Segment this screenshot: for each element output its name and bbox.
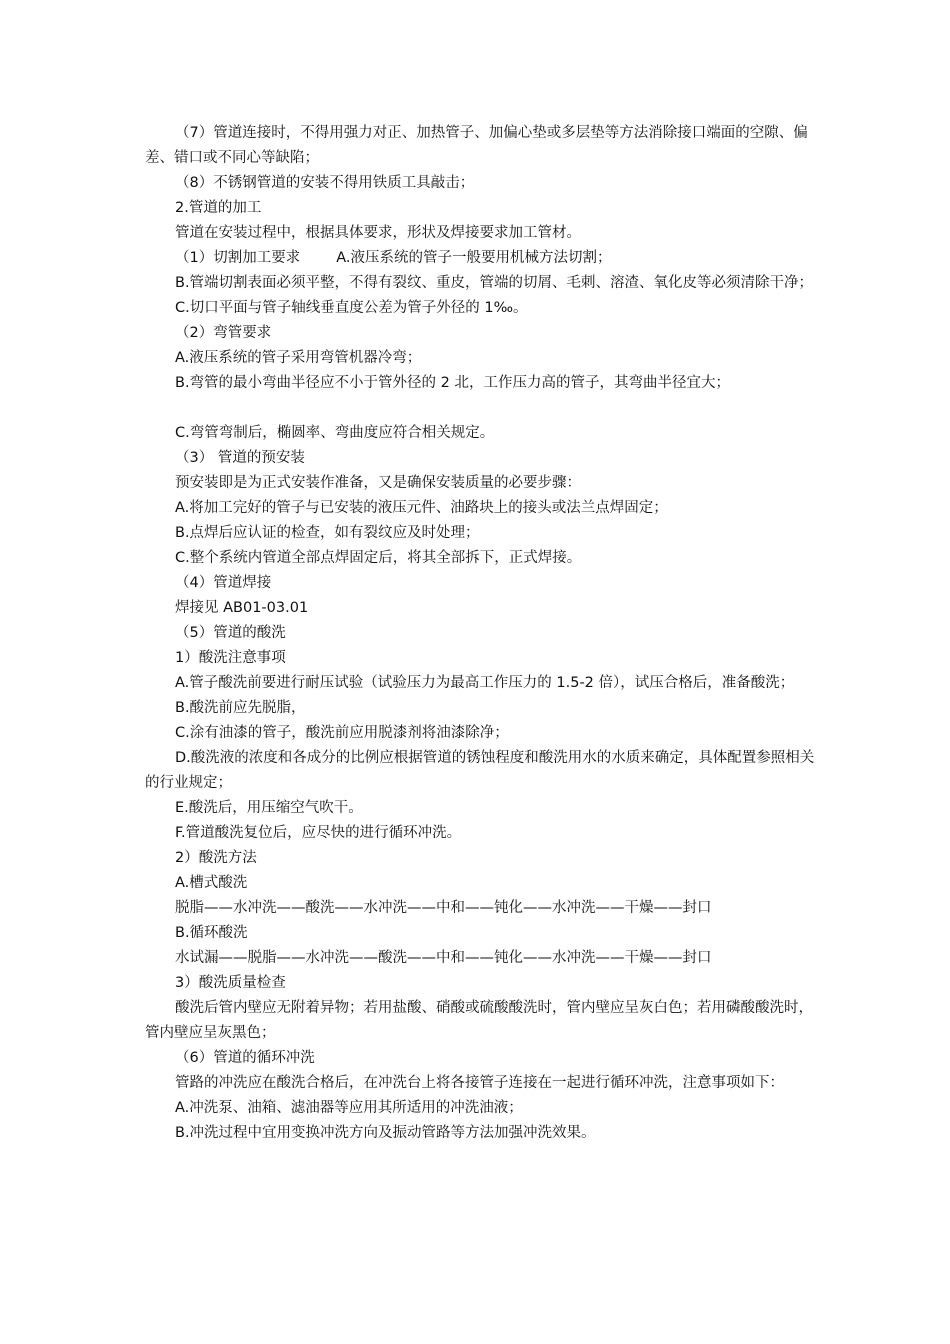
flushing-item-a: A.冲洗泵、油箱、滤油器等应用其所适用的冲洗油液； [175,1100,523,1116]
pre-install-item-a: A.将加工完好的管子与已安装的液压元件、油路块上的接头或法兰点焊固定； [175,500,668,516]
bending-item-b: B.弯管的最小弯曲半径应不小于管外径的 2 北，工作压力高的管子，其弯曲半径宜大； [175,375,730,391]
pickling-note-e: E.酸洗后，用压缩空气吹干。 [175,800,363,816]
pickling-quality-text: 酸洗后管内壁应无附着异物；若用盐酸、硝酸或硫酸酸洗时，管内壁应呈灰白色；若用磷酸酸洗时，管内壁应呈灰黑色； [145,1000,813,1041]
flushing-heading: （6）管道的循环冲洗 [175,1050,315,1066]
paragraph-8: （8）不锈钢管道的安装不得用铁质工具敲击； [175,175,475,191]
pickling-note-f: F.管道酸洗复位后，应尽快的进行循环冲洗。 [175,825,462,841]
circulating-pickling-heading: B.循环酸洗 [175,925,248,941]
paragraph-7: （7）管道连接时，不得用强力对正、加热管子、加偏心垫或多层垫等方法消除接口端面的空隙、偏差、错口或不同心等缺陷； [145,125,808,166]
cutting-requirements-line [145,246,815,271]
flushing-intro: 管路的冲洗应在酸洗合格后，在冲洗台上将各接管子连接在一起进行循环冲洗，注意事项如下： [175,1075,784,1091]
pickling-heading: （5）管道的酸洗 [175,625,286,641]
bending-item-a: A.液压系统的管子采用弯管机器冷弯； [175,350,422,366]
tank-pickling-heading: A.槽式酸洗 [175,875,248,891]
pre-install-item-c: C.整个系统内管道全部点焊固定后，将其全部拆下，正式焊接。 [175,550,582,566]
cutting-item-a: A.液压系统的管子一般要用机械方法切割； [336,250,612,266]
bending-requirements-heading: （2）弯管要求 [175,325,272,341]
paragraph-processing-intro: 管道在安装过程中，根据具体要求，形状及焊接要求加工管材。 [175,225,581,241]
cutting-item-b: B.管端切割表面必须平整，不得有裂纹、重皮，管端的切屑、毛刺、溶渣、氧化皮等必须清除干净； [175,275,814,291]
pickling-note-b: B.酸洗前应先脱脂， [175,700,306,716]
welding-heading: （4）管道焊接 [175,575,272,591]
pickling-note-d: D.酸洗液的浓度和各成分的比例应根据管道的锈蚀程度和酸洗用水的水质来确定，具体配置参照相关的行业规定； [145,750,815,791]
cutting-item-c: C.切口平面与管子轴线垂直度公差为管子外径的 1‰。 [175,300,528,316]
bending-item-c: C.弯管弯制后，椭圆率、弯曲度应符合相关规定。 [175,425,495,441]
pickling-quality-heading: 3）酸洗质量检查 [175,975,286,991]
document-body [145,121,815,1146]
section-heading-pipe-processing: 2.管道的加工 [175,200,262,216]
pickling-note-c: C.涂有油漆的管子，酸洗前应用脱漆剂将油漆除净； [175,725,509,741]
tank-pickling-process: 脱脂——水冲洗——酸洗——水冲洗——中和——钝化——水冲洗——干燥——封口 [175,900,712,916]
pre-install-intro: 预安装即是为正式安装作准备，又是确保安装质量的必要步骤： [175,475,581,491]
pickling-methods-heading: 2）酸洗方法 [175,850,257,866]
cutting-requirements-heading: （1）切割加工要求 [175,250,301,266]
pickling-note-a: A.管子酸洗前要进行耐压试验（试验压力为最高工作压力的 1.5-2 倍），试压合格后，准备酸洗； [175,675,795,691]
flushing-item-b: B.冲洗过程中宜用变换冲洗方向及振动管路等方法加强冲洗效果。 [175,1125,596,1141]
circulating-pickling-process: 水试漏——脱脂——水冲洗——酸洗——中和——钝化——水冲洗——干燥——封口 [175,950,712,966]
blank-line [145,396,815,421]
pickling-notes-heading: 1）酸洗注意事项 [175,650,286,666]
pre-install-item-b: B.点焊后应认证的检查，如有裂纹应及时处理； [175,525,480,541]
welding-reference: 焊接见 AB01-03.01 [175,600,309,616]
pre-install-heading: （3） 管道的预安装 [175,450,305,466]
